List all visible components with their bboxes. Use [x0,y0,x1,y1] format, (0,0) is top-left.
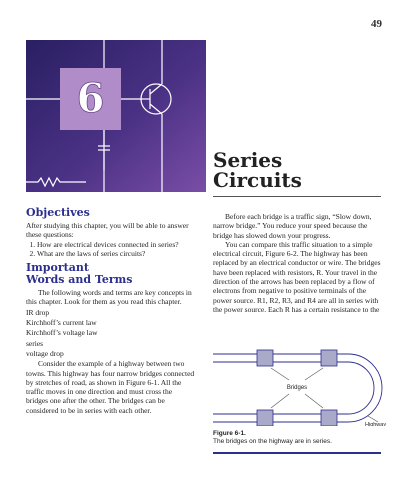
chapter-opener-art [26,40,206,192]
figure-label: Figure 6-1. [213,430,246,437]
objectives-intro: After studying this chapter, you will be able to answer these questions: [26,221,189,240]
objectives-heading: Objectives [26,206,90,219]
body-paragraph-right-1: Before each bridge is a traffic sign, “Slow down, narrow bridge.” You reduce your speed because the bridge has slowed down your progress. [213,212,372,240]
body-paragraph-left: Consider the example of a highway between two towns. This highway has four narrow bridges connected by stretches of road, as shown in Figure 6-1. All the traffic moves in one direction and must cross the bridges one after the other. The bridges can be considered to be in series with each other. [26,359,195,415]
highway-label: Highway [365,422,387,426]
figure-caption [213,430,381,446]
right-column [213,212,381,314]
body-paragraph-right-2: You can compare this traffic situation to a simple electrical circuit, Figure 6-2. The highway has been replaced by an electrical conductor or wire. The bridges have been replaced with resistors, R. Your travel in the direction of the arrows has been replaced by a flow of electrons from negative to positive terminals of the power source. R1, R2, R3, and R4 are all in series with the power source. Each R has a certain resistance to the [213,239,381,314]
objectives-list [26,240,196,259]
objective-item: 2. What are the laws of series circuits? [37,249,196,258]
bridge-icon [257,410,273,426]
terms-intro: The following words and terms are key concepts in this chapter. Look for them as you read this chapter. [26,288,192,307]
term-item: Kirchhoff’s current law [26,318,97,328]
terms-heading [26,262,196,286]
chapter-number: 6 [76,75,105,122]
term-item: IR drop [26,307,50,317]
bridge-icon [321,350,337,366]
term-item: Kirchhoff’s voltage law [26,328,98,338]
bridges-label: Bridges [286,385,308,391]
terms-heading-line1: Important [26,261,89,275]
terms-list [26,308,196,358]
chapter-title [213,150,383,190]
term-item: voltage drop [26,348,64,358]
figure-caption-text: The bridges on the highway are in series. [213,438,332,445]
term-item: series [26,338,44,348]
figure-6-1 [213,342,387,426]
objective-item: 1. How are electrical devices connected in series? [37,240,196,249]
page-number: 49 [371,18,382,30]
left-column [26,207,196,415]
chapter-title-line2: Circuits [213,168,302,192]
title-divider [213,196,381,197]
figure-divider [213,452,381,454]
bridge-icon [257,350,273,366]
bridge-icon [321,410,337,426]
terms-heading-line2: Words and Terms [26,273,133,287]
chapter-title-line1: Series [213,148,283,172]
